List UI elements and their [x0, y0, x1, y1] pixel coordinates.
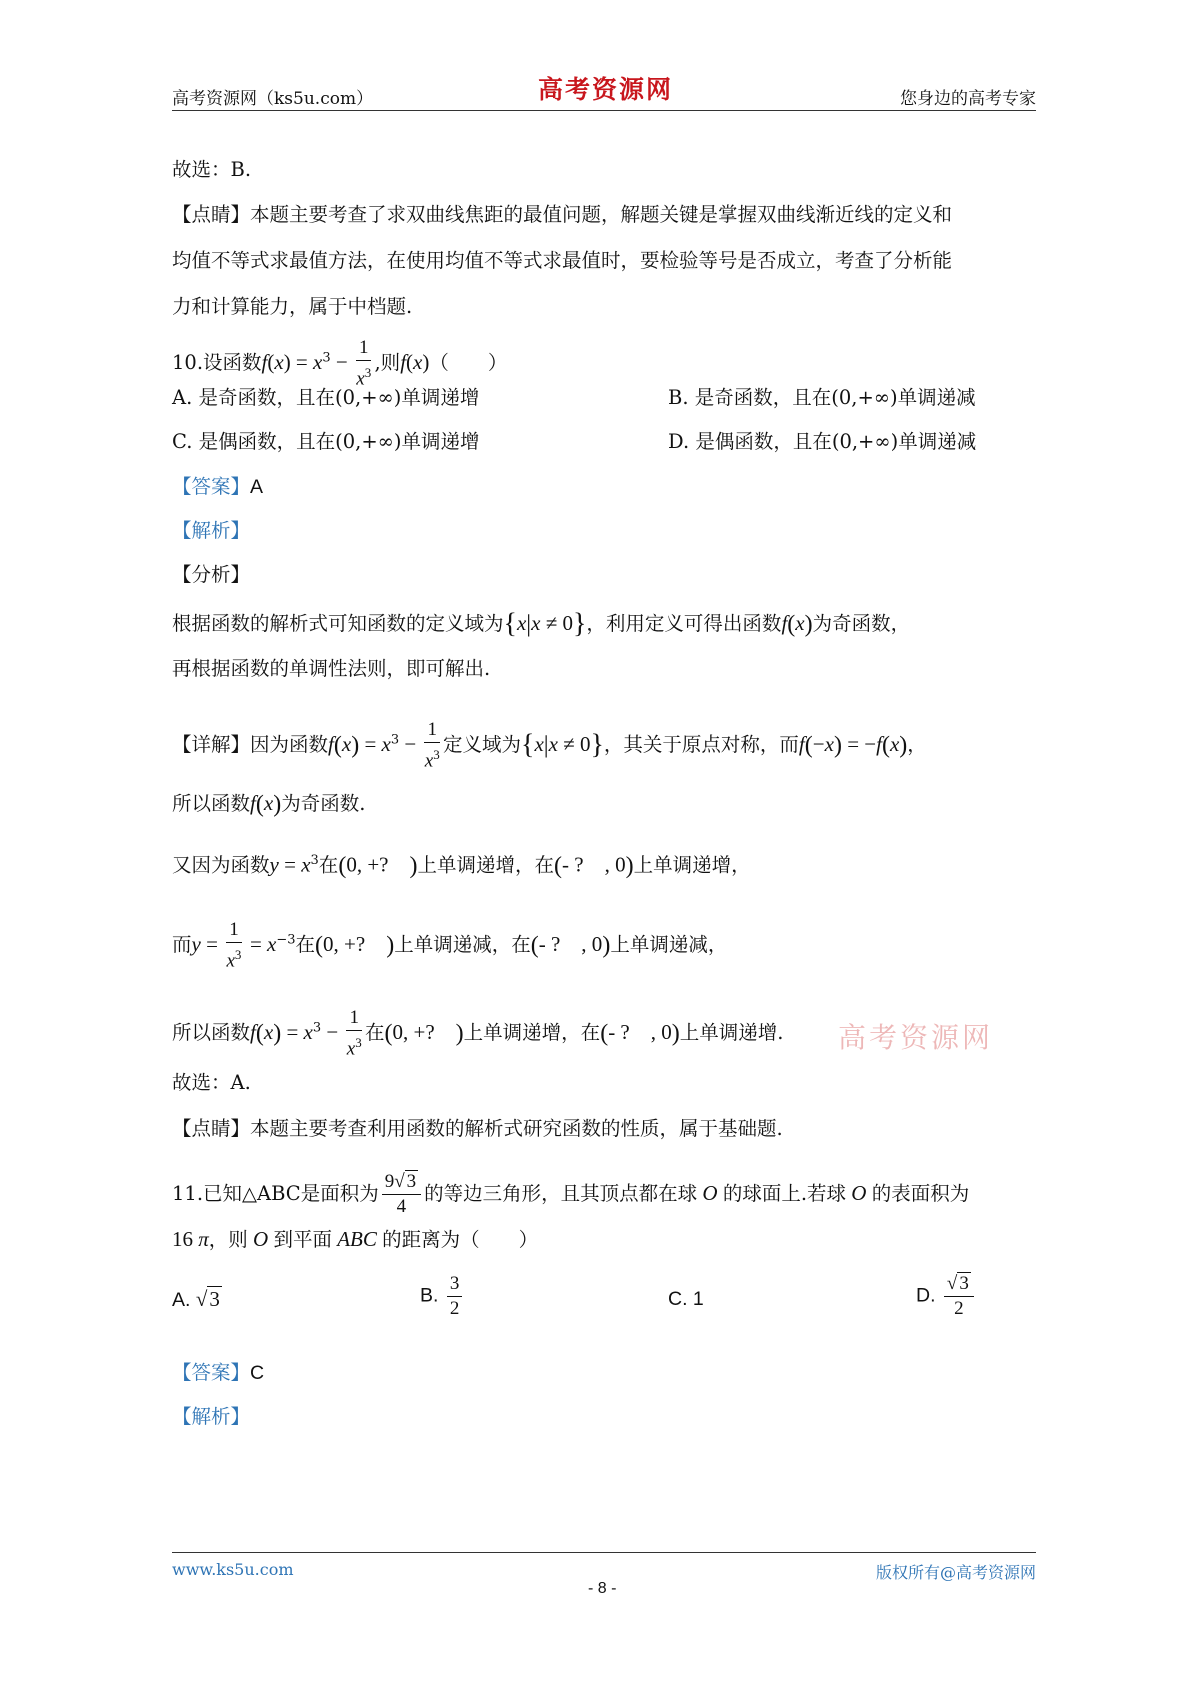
- prev-dianjing-line-2: 均值不等式求最值方法，在使用均值不等式求最值时，要检验等号是否成立，考查了分析能: [172, 249, 953, 272]
- answer-tag: 【答案】: [172, 475, 251, 498]
- footer-left-link[interactable]: www.ks5u.com: [172, 1560, 294, 1579]
- q11-text-b: 的等边三角形，且其顶点都在球: [424, 1182, 698, 1205]
- q10-fenxi-tag: 【分析】: [172, 563, 251, 586]
- q10-option-a: A. 是奇函数，且在(0,+∞)单调递增: [172, 386, 480, 409]
- page-number: - 8 -: [588, 1580, 617, 1597]
- mono2-text-c: 上单调递减，在: [394, 933, 531, 957]
- q11-option-a: A. √3: [172, 1287, 220, 1311]
- answer-value: A: [250, 476, 264, 498]
- q10-prefix: 10.设函数: [172, 351, 262, 375]
- answer-tag: 【答案】: [172, 1361, 251, 1384]
- q10-paren: （ ）: [429, 351, 508, 375]
- mono3-text-a: 所以函数: [172, 1021, 251, 1045]
- q11-option-b: [420, 1272, 465, 1321]
- q10-jiexi-tag: 【解析】: [172, 519, 251, 542]
- q10-fenxi-line-1: 根据函数的解析式可知函数的定义域为{x|x ≠ 0}，利用定义可得出函数f(x)为奇函数，: [172, 608, 911, 640]
- opt-d-label: D.: [916, 1284, 936, 1307]
- q10-odd-line: 所以函数f(x)为奇函数.: [172, 791, 366, 818]
- fraction-1-over-x3: $\frac{1}{x^3}$: [346, 1007, 362, 1060]
- answer-value: C: [250, 1362, 265, 1384]
- q11-text-g: 的距离为（ ）: [382, 1228, 539, 1251]
- mono1-text-b: 在: [318, 853, 339, 877]
- q10-conclusion: 故选：A.: [172, 1071, 251, 1094]
- mono3-text-d: 上单调递增.: [679, 1021, 784, 1045]
- fenxi-text-a: 根据函数的解析式可知函数的定义域为: [172, 612, 504, 635]
- mono3-text-b: 在: [364, 1021, 385, 1045]
- q11-option-c: C. 1: [668, 1288, 704, 1310]
- q10-stem: 10.设函数$f(x) = x^3$ − $\frac{1}{x^3}$ ,则f(x)（ ）: [172, 337, 508, 390]
- q10-suffix: ,则: [374, 351, 401, 375]
- q10-fenxi-line-2: 再根据函数的单调性法则，即可解出.: [172, 657, 491, 680]
- odd-text-a: 所以函数: [172, 792, 251, 815]
- prev-answer: 故选：B.: [172, 158, 252, 181]
- fraction-1-over-x3: $\frac{1}{x^3}$: [424, 719, 440, 772]
- q10-mono-line-1: 又因为函数$y = x^3$在(0, +? )上单调递增，在(- ? , 0)上单调递增，: [172, 852, 751, 879]
- xiangjie-text-a: 【详解】因为函数: [172, 733, 329, 757]
- q11-text-c: 的球面上.若球: [722, 1182, 847, 1205]
- fraction-1-over-x3: $\frac{1}{x^3}$: [356, 337, 372, 390]
- q11-text-e: ，则: [208, 1228, 248, 1251]
- prev-dianjing-line-3: 力和计算能力，属于中档题.: [172, 295, 413, 318]
- fraction-sqrt3-over-2: $\frac{√ 3}{2}$: [944, 1272, 974, 1321]
- q11-text-a: 11.已知△ABC是面积为: [172, 1182, 379, 1205]
- q10-option-c: C. 是偶函数，且在(0,+∞)单调递增: [172, 430, 480, 453]
- watermark: 高考资源网: [838, 1021, 994, 1054]
- mono2-text-d: 上单调递减，: [610, 933, 728, 957]
- footer-right: 版权所有@高考资源网: [875, 1563, 1036, 1582]
- odd-text-b: 为奇函数.: [281, 792, 366, 815]
- q10-dianjing: 【点睛】本题主要考查利用函数的解析式研究函数的性质，属于基础题.: [172, 1117, 783, 1140]
- fraction-1-over-x3: $\frac{1}{x^3}$: [226, 919, 242, 972]
- opt-a-label: A.: [172, 1289, 191, 1311]
- q10-mono-line-2: 而y = $\frac{1}{x^3}$ = $x^{-3}$在(0, +? )上单调递减，在(- ? , 0)上单调递减，: [172, 919, 728, 972]
- header-logo: 高考资源网: [538, 75, 674, 104]
- footer-rule: [172, 1552, 1036, 1553]
- q11-stem-line-2: 16 π，则 O 到平面 ABC 的距离为（ ）: [172, 1227, 539, 1251]
- q11-text-f: 到平面: [273, 1228, 332, 1251]
- header-left: 高考资源网（ks5u.com）: [172, 89, 374, 109]
- q10-answer: [172, 472, 263, 502]
- xiangjie-text-c: ，其关于原点对称，而: [603, 733, 799, 757]
- fraction-3-over-2: $\frac{3}{2}$: [447, 1272, 463, 1321]
- prev-dianjing-line-1: 【点睛】本题主要考查了求双曲线焦距的最值问题，解题关键是掌握双曲线渐近线的定义和: [172, 203, 953, 226]
- mono1-text-d: 上单调递增，: [633, 853, 751, 877]
- q11-answer: [172, 1358, 264, 1388]
- mono2-text-b: 在: [295, 933, 316, 957]
- opt-b-label: B.: [420, 1284, 439, 1307]
- q11-text-d: 的表面积为: [871, 1182, 970, 1205]
- fraction-9sqrt3-over-4: $\frac{9√ 3}{4}$: [382, 1170, 421, 1219]
- mono3-text-c: 上单调递增，在: [463, 1021, 601, 1045]
- fenxi-text-c: 为奇函数，: [812, 612, 911, 635]
- q11-16: 16: [172, 1227, 193, 1251]
- q10-xiangjie-line-1: 【详解】因为函数$f(x) = x^3$ − $\frac{1}{x^3}$ 定义域为{x|x ≠ 0}，其关于原点对称，而f(−x) = −f(x)，: [172, 719, 927, 772]
- mono2-text-a: 而: [172, 933, 192, 957]
- q11-stem-line-1: 11.已知△ABC是面积为 $\frac{9√ 3}{4}$ 的等边三角形，且其顶点都在球 O 的球面上.若球 O 的表面积为: [172, 1171, 970, 1217]
- header-right: 您身边的高考专家: [900, 89, 1036, 109]
- fenxi-text-b: ，利用定义可得出函数: [586, 612, 782, 635]
- header-rule: [172, 110, 1036, 111]
- mono1-text-c: 上单调递增，在: [417, 853, 554, 877]
- q10-option-b: B. 是奇函数，且在(0,+∞)单调递减: [668, 386, 976, 409]
- xiangjie-text-b: 定义域为: [442, 733, 521, 757]
- mono1-text-a: 又因为函数: [172, 853, 270, 877]
- q10-option-d: D. 是偶函数，且在(0,+∞)单调递减: [668, 430, 977, 453]
- q10-mono-line-3: 所以函数$f(x) = x^3$ − $\frac{1}{x^3}$ 在(0, +? )上单调递增，在(- ? , 0)上单调递增.: [172, 1007, 784, 1060]
- q11-jiexi-tag: 【解析】: [172, 1405, 251, 1428]
- q11-option-d: [916, 1272, 977, 1321]
